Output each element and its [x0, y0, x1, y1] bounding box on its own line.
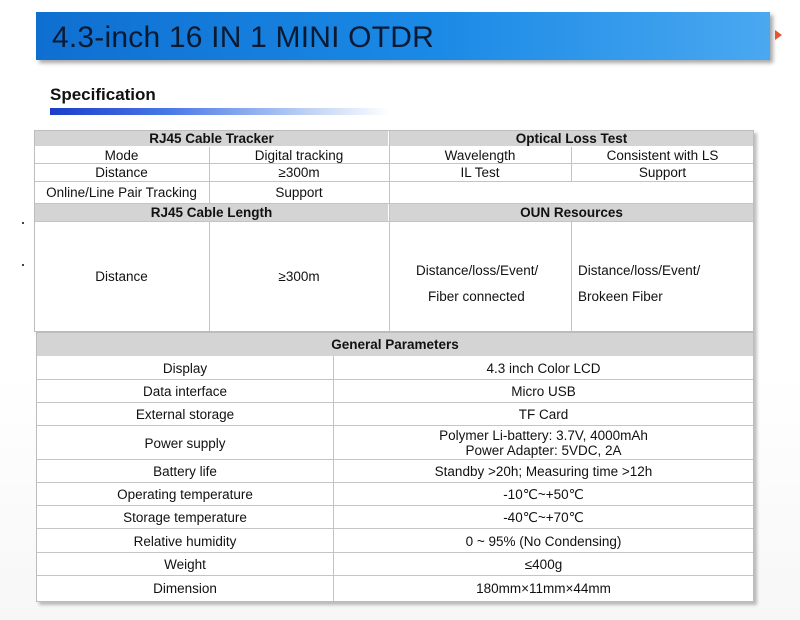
general-parameters-header: General Parameters	[37, 333, 753, 356]
cable-length-value: ≥300m	[278, 269, 320, 284]
param-value-text-2: Power Adapter: 5VDC, 2A	[465, 443, 622, 458]
param-value-text: Standby >20h; Measuring time >12h	[434, 464, 653, 479]
oun-col2-line1: Distance/loss/Event/	[578, 262, 701, 278]
param-value	[334, 553, 753, 576]
param-value	[334, 483, 753, 506]
heading-underline	[50, 108, 390, 115]
param-value-text: -40℃~+70℃	[503, 510, 584, 525]
param-value-text: 4.3 inch Color LCD	[486, 361, 601, 376]
row-divider	[37, 482, 753, 483]
param-value-text: ≤400g	[524, 557, 563, 572]
param-label: Display	[162, 361, 208, 376]
param-value	[334, 380, 753, 403]
param-label: Weight	[164, 557, 206, 572]
oun-col1-line2: Fiber connected	[428, 288, 525, 304]
param-label: Dimension	[153, 581, 217, 596]
param-value	[334, 357, 753, 380]
param-value-text: -10℃~+50℃	[503, 487, 584, 502]
oun-col1-line1: Distance/loss/Event/	[416, 262, 539, 278]
section-heading: Specification	[50, 85, 156, 104]
optical-wavelength-value: Consistent with LS	[606, 148, 719, 163]
cable-length-header: RJ45 Cable Length	[35, 204, 388, 221]
param-value	[334, 506, 753, 529]
optical-il-label: IL Test	[460, 165, 500, 180]
param-value	[334, 529, 753, 553]
dot-icon	[22, 222, 24, 224]
rj45-tracker-header: RJ45 Cable Tracker	[35, 131, 388, 146]
param-label: Relative humidity	[133, 533, 237, 549]
tracker-online-value: Support	[275, 185, 323, 200]
row-divider	[37, 575, 753, 576]
row-divider	[37, 552, 753, 553]
oun-col2-line2: Brokeen Fiber	[578, 288, 663, 304]
tracker-mode-label: Mode	[104, 148, 139, 163]
row-divider	[37, 459, 753, 460]
tracker-online-label: Online/Line Pair Tracking	[46, 185, 197, 200]
param-value	[334, 426, 753, 460]
title-bar	[36, 12, 770, 60]
param-label: Power supply	[144, 435, 226, 451]
param-value-text: 0 ~ 95% (No Condensing)	[465, 533, 622, 549]
param-label: Operating temperature	[117, 487, 253, 502]
param-value-text: Polymer Li-battery: 3.7V, 4000mAh	[439, 428, 648, 443]
row-divider	[37, 425, 753, 426]
oun-resources-header: OUN Resources	[390, 204, 753, 221]
param-value-text: TF Card	[518, 407, 569, 422]
row-divider	[37, 528, 753, 529]
param-label: Battery life	[153, 464, 217, 479]
param-value-text: Micro USB	[511, 384, 576, 399]
param-value	[334, 403, 753, 426]
param-value-text: 180mm×11mm×44mm	[476, 581, 611, 596]
param-label: External storage	[135, 407, 235, 422]
cable-length-label: Distance	[95, 269, 148, 284]
dot-icon	[22, 264, 24, 266]
optical-loss-header: Optical Loss Test	[390, 131, 753, 146]
optical-wavelength-label: Wavelength	[444, 148, 516, 163]
tracker-mode-value: Digital tracking	[254, 148, 344, 163]
param-label: Data interface	[142, 384, 228, 399]
row-divider	[37, 402, 753, 403]
page-title: 4.3-inch 16 IN 1 MINI OTDR	[52, 21, 434, 54]
row-divider	[37, 379, 753, 380]
arrow-icon	[775, 30, 782, 40]
optical-il-value: Support	[638, 165, 687, 180]
param-label: Storage temperature	[123, 510, 247, 525]
row-divider	[37, 505, 753, 506]
tracker-distance-value: ≥300m	[278, 165, 320, 180]
param-value	[334, 460, 753, 483]
tracker-distance-label: Distance	[95, 165, 148, 180]
param-value	[334, 576, 753, 601]
